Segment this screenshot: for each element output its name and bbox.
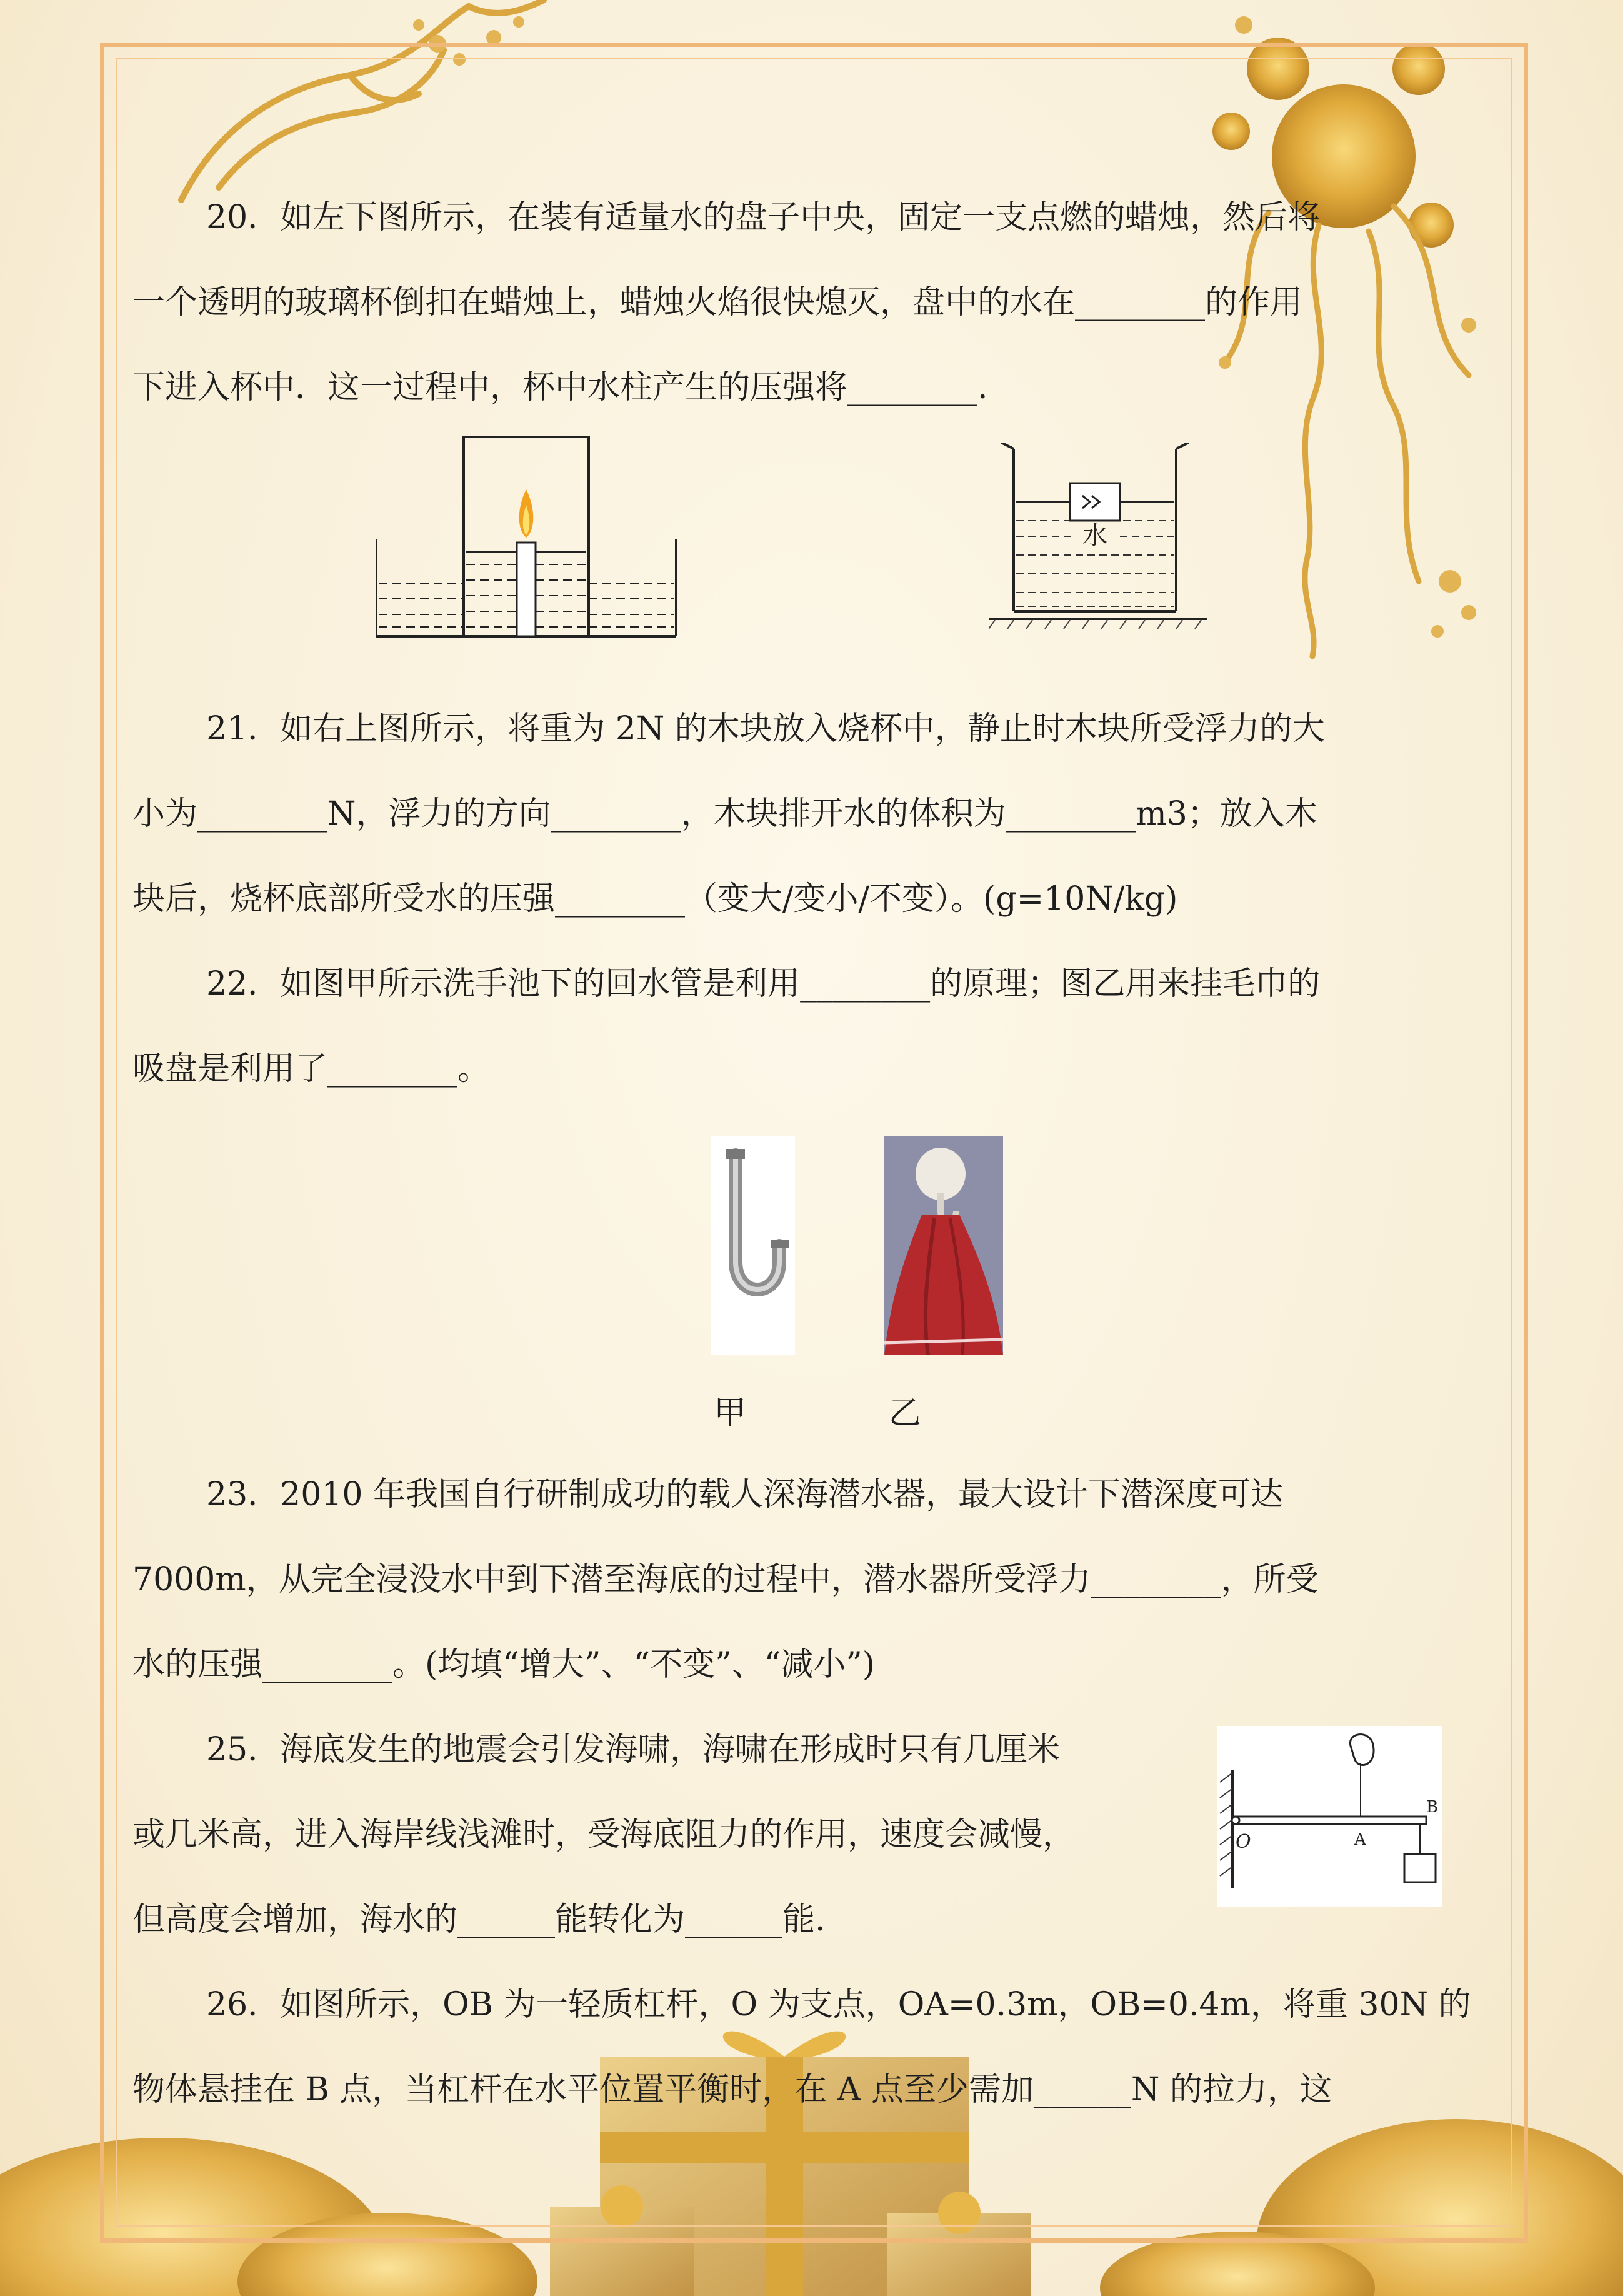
figure-row-20-21 — [132, 430, 1492, 686]
question-21-line-3: 块后，烧杯底部所受水的压强________（变大/变小/不变）。(g=10N/kg) — [132, 880, 1178, 918]
lever-label-o: O — [1236, 1831, 1251, 1853]
question-26-line-1: 26．如图所示，OB 为一轻质杠杆，O 为支点，OA=0.3m，OB=0.4m，将重 30N 的 — [206, 1986, 1471, 2023]
question-23-line-2: 7000m，从完全浸没水中到下潜至海底的过程中，潜水器所受浮力________，所受 — [132, 1561, 1319, 1598]
question-22-line-1: 22．如图甲所示洗手池下的回水管是利用________的原理；图乙用来挂毛巾的 — [206, 965, 1321, 1003]
question-20-line-3: 下进入杯中．这一过程中，杯中水柱产生的压强将________. — [132, 369, 988, 406]
question-content — [132, 175, 1492, 2132]
question-20-line-1: 20．如左下图所示，在装有适量水的盘子中央，固定一支点燃的蜡烛，然后将 — [206, 199, 1321, 236]
drain-pipe-photo-jia — [711, 1136, 795, 1355]
lever-label-b: B — [1426, 1798, 1439, 1817]
caption-yi: 乙 — [889, 1395, 922, 1432]
caption-jia: 甲 — [714, 1395, 747, 1432]
question-23-line-3: 水的压强________。(均填“增大”、“不变”、“减小”) — [132, 1646, 876, 1683]
question-26-line-2: 物体悬挂在 B 点，当杠杆在水平位置平衡时，在 A 点至少需加______N 的拉力，这 — [132, 2071, 1332, 2108]
question-25-block — [132, 1707, 1492, 1962]
beaker-wood-block-diagram — [989, 443, 1214, 630]
suction-hook-towel-photo-yi — [884, 1136, 1003, 1355]
question-21-line-1: 21．如右上图所示，将重为 2N 的木块放入烧杯中，静止时木块所受浮力的大 — [206, 710, 1325, 748]
lever-diagram — [1217, 1726, 1442, 1907]
beaker-water-label: 水 — [1082, 521, 1107, 550]
question-25-line-2: 或几米高，进入海岸线浅滩时，受海底阻力的作用，速度会减慢， — [132, 1816, 1076, 1853]
question-20-line-2: 一个透明的玻璃杯倒扣在蜡烛上，蜡烛火焰很快熄灭，盘中的水在________的作用 — [132, 284, 1303, 321]
lever-label-a: A — [1354, 1830, 1366, 1849]
figure-row-22 — [132, 1111, 1492, 1452]
question-21-line-2: 小为________N，浮力的方向________，木块排开水的体积为________m3；放入木 — [132, 795, 1317, 833]
question-25-line-3: 但高度会增加，海水的______能转化为______能. — [132, 1901, 826, 1938]
candle-cup-diagram — [376, 436, 689, 643]
question-25-line-1: 25．海底发生的地震会引发海啸，海啸在形成时只有几厘米 — [206, 1731, 1061, 1768]
question-23-line-1: 23．2010 年我国自行研制成功的载人深海潜水器，最大设计下潜深度可达 — [206, 1476, 1284, 1513]
question-22-line-2: 吸盘是利用了________。 — [132, 1050, 491, 1088]
